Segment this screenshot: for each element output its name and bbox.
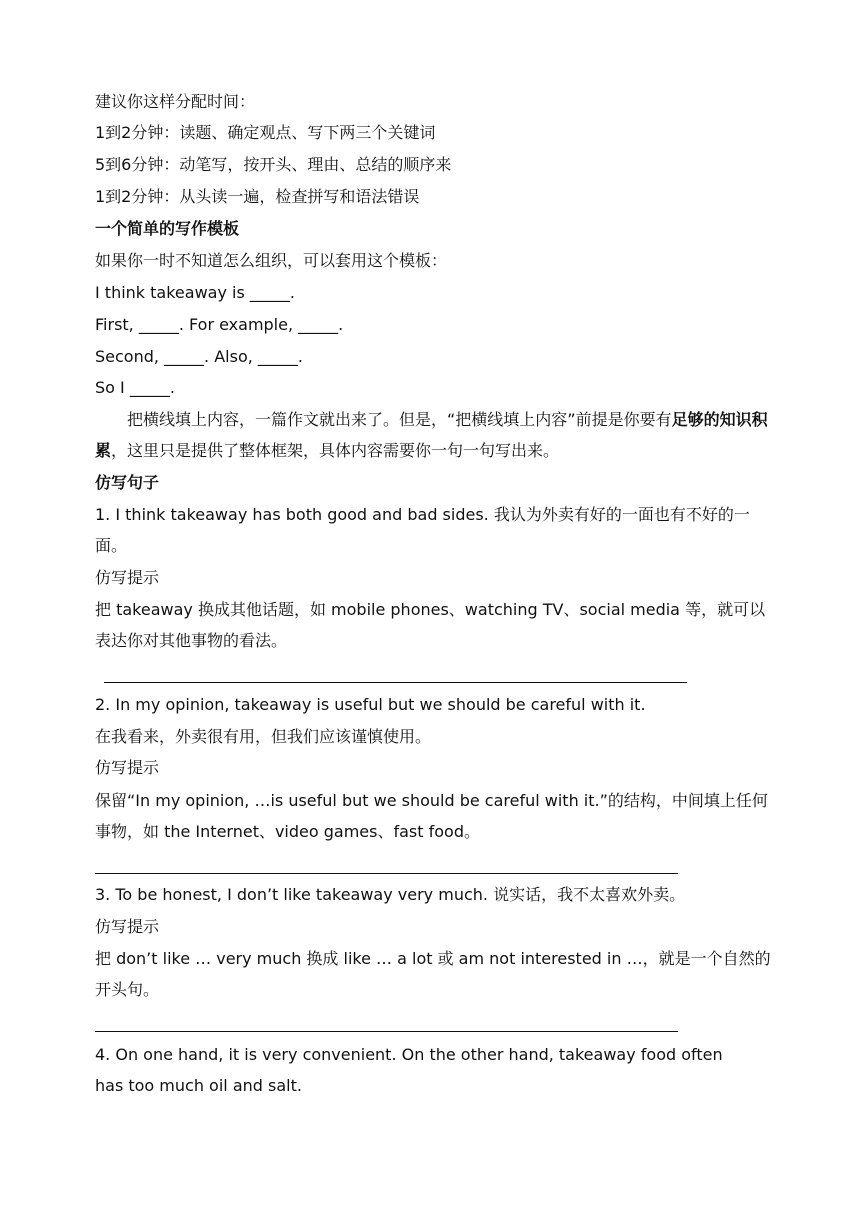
template-line-2: First, _____. For example, _____. <box>95 315 344 334</box>
time-step-1: 1到2分钟：读题、确定观点、写下两三个关键词 <box>95 123 436 142</box>
item-1-hint: 把 takeaway 换成其他话题，如 mobile phones、watching TV、social media 等，就可以表达你对其他事物的看法。 <box>95 600 766 650</box>
item-3-hint: 把 don’t like … very much 换成 like … a lot 或 am not interested in …，就是一个自然的开头句。 <box>95 949 771 999</box>
item-2-hint: 保留“In my opinion, …is useful but we should be careful with it.”的结构，中间填上任何事物，如 the Internet、video games、fast food。 <box>95 791 768 841</box>
template-note-part1: 把横线填上内容，一篇作文就出来了。但是，“把横线填上内容”前提是你要有 <box>127 410 672 429</box>
item-1-hint-label: 仿写提示 <box>95 568 160 587</box>
template-note-bold: 足够的知识积累 <box>95 410 768 460</box>
item-4-sentence: 4. On one hand, it is very convenient. On the other hand, takeaway food often has too much oil and salt. <box>95 1045 723 1095</box>
item-2-sentence: 2. In my opinion, takeaway is useful but we should be careful with it. <box>95 695 646 714</box>
item-2-answer-line[interactable] <box>95 873 678 874</box>
item-3-hint-label: 仿写提示 <box>95 917 160 936</box>
time-step-3: 1到2分钟：从头读一遍，检查拼写和语法错误 <box>95 187 420 206</box>
item-1-sentence: 1. I think takeaway has both good and bad sides. 我认为外卖有好的一面也有不好的一面。 <box>95 505 750 555</box>
item-3-answer-line[interactable] <box>95 1031 678 1032</box>
template-line-1: I think takeaway is _____. <box>95 283 295 302</box>
template-note-part2: ，这里只是提供了整体框架，具体内容需要你一句一句写出来。 <box>111 441 560 460</box>
time-step-2: 5到6分钟：动笔写，按开头、理由、总结的顺序来 <box>95 155 452 174</box>
time-intro: 建议你这样分配时间： <box>95 92 256 111</box>
template-line-3: Second, _____. Also, _____. <box>95 347 303 366</box>
item-1-answer-line[interactable] <box>104 682 687 683</box>
item-3-sentence: 3. To be honest, I don’t like takeaway very much. 说实话，我不太喜欢外卖。 <box>95 885 686 904</box>
template-line-4: So I _____. <box>95 378 175 397</box>
template-heading: 一个简单的写作模板 <box>95 219 240 238</box>
template-note <box>95 404 771 466</box>
template-intro: 如果你一时不知道怎么组织，可以套用这个模板： <box>95 251 448 270</box>
item-2-translation: 在我看来，外卖很有用，但我们应该谨慎使用。 <box>95 727 432 746</box>
imitation-heading: 仿写句子 <box>95 473 160 492</box>
item-2-hint-label: 仿写提示 <box>95 758 160 777</box>
